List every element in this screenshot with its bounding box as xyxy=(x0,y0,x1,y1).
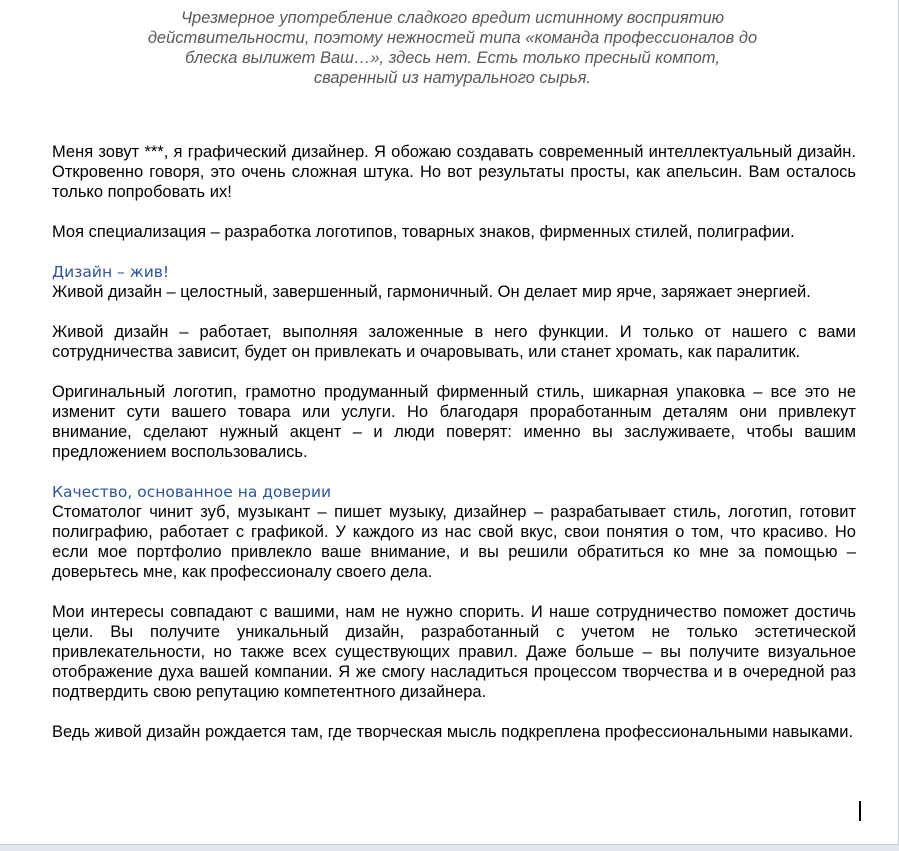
live-design-works-paragraph: Живой дизайн – работает, выполняя заложенные в него функции. И только от нашего с вами сотрудничества зависит, будет он привлекать и очаровывать, или станет хромать, как паралитик. xyxy=(52,323,856,361)
intro-paragraph: Меня зовут ***, я графический дизайнер. Я обожаю создавать современный интеллектуальный дизайн. Откровенно говоря, это очень сложная штука. Но вот результаты просты, как апельсин. Вам осталось только попробовать их! xyxy=(52,143,856,201)
dentist-paragraph: Стоматолог чинит зуб, музыкант – пишет музыку, дизайнер – разрабатывает стиль, логотип, готовит полиграфию, работает с графикой. У каждого из нас свой вкус, свои понятия о том, что красиво. Но если мое портфолио привлекло ваше внимание, и вы решили обратиться ко мне за помощью – доверьтесь мне, как профессионалу своего дела. xyxy=(52,503,856,581)
live-design-paragraph: Живой дизайн – целостный, завершенный, гармоничный. Он делает мир ярче, заряжает энергией. xyxy=(52,283,811,301)
section-heading-quality: Качество, основанное на доверии xyxy=(52,483,332,501)
epigraph-line: Чрезмерное употребление сладкого вредит истинному восприятию xyxy=(180,9,725,27)
closing-paragraph: Ведь живой дизайн рождается там, где творческая мысль подкреплена профессиональными навыками. xyxy=(52,723,854,741)
epigraph-line: действительности, поэтому нежностей типа «команда профессионалов до xyxy=(147,29,758,47)
specialization-paragraph: Моя специализация – разработка логотипов, товарных знаков, фирменных стилей, полиграфии. xyxy=(52,223,795,241)
epigraph-line: сваренный из натурального сырья. xyxy=(313,69,592,87)
section-heading-live-design: Дизайн – жив! xyxy=(52,263,170,281)
interests-paragraph: Мои интересы совпадают с вашими, нам не нужно спорить. И наше сотрудничество поможет достичь цели. Вы получите уникальный дизайн, разработанный с учетом не только эстетической привлекательности, но также всех существующих правил. Даже больше – вы получите визуальное отображение духа вашей компании. Я же смогу насладиться процессом творчества и в очередной раз подтвердить свою репутацию компетентного дизайнера. xyxy=(52,603,856,701)
window-bottom-edge xyxy=(0,844,899,851)
epigraph xyxy=(100,8,805,88)
document-body[interactable] xyxy=(52,142,856,742)
original-logo-paragraph: Оригинальный логотип, грамотно продуманный фирменный стиль, шикарная упаковка – все это не изменит сути вашего товара или услуги. Но благодаря проработанным деталям они привлекут внимание, сделают нужный акцент – и люди поверят: именно вы заслуживаете, чтобы вашим предложением воспользовались. xyxy=(52,383,856,461)
text-cursor xyxy=(859,801,861,821)
epigraph-line: блеска вылижет Ваш…», здесь нет. Есть только пресный компот, xyxy=(185,49,720,67)
